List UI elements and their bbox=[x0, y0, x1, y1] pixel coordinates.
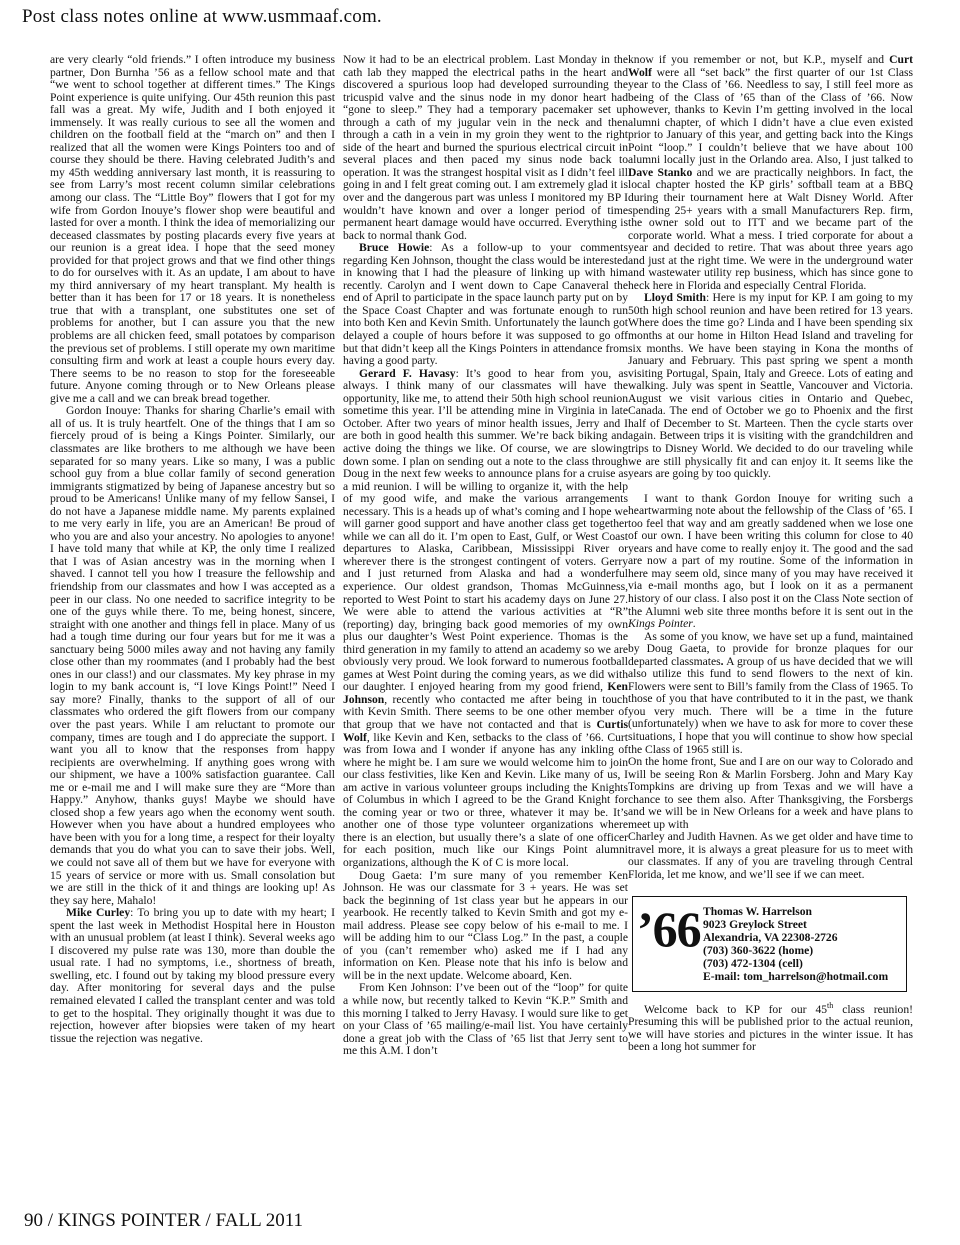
paragraph: As some of you know, we have set up a fund, maintained by Doug Gaeta, to provide for bronze plaques for our departed classmates. A group of us have decided that we will also utilize this fund to send flowers to the next of kin. Flowers were sent to Bill’s family from the Class of 1965. To those of you that have contributed to it in the past, we thank you very much. There will be a time in the future (unfortunately) when we have to ask for more to cover these situations, I hope that you will continue to show how special the Class of 1965 still is. bbox=[628, 629, 913, 756]
page-footer: 90 / KINGS POINTER / FALL 2011 bbox=[24, 1210, 304, 1231]
paragraph: Lloyd Smith: Here is my input for KP. I am going to my 50th high school reunion and have been retired for 13 years. Where does the time go? Linda and I have been spending six months at our home in Hilton Head Island and traveling for six months. We have been staying in Kona the months of January and February. This past spring we spent a month visiting Portugal, Spain, Italy and Greece. Lots of eating and walking. July was spent in Seattle, Vancouver and Victoria. August we visit various cities in Ontario and Quebec, Canada. The end of October we go to Phoenix and the first half of December to St. Marteen. Then the cycle starts over again. Between trips it is visiting with the grandchildren and trips to Disney World. We decided to do our traveling while we are still physically fit and can enjoy it. It seems like the years are going by too quickly. bbox=[628, 291, 913, 481]
paragraph: Doug Gaeta: I’m sure many of you remember Ken Johnson. He was our classmate for 3 + years. He was set back the beginning of 1st class year but he appears in our yearbook. He recently talked to Kevin Smith and got my e-mail address. Please see copy below of his e-mail to me. I will be adding him to our “Class Log.” In the past, a couple of you (can’t remember who) asked me if I had any information on Ken. Please note that his info is below and will be in the next update. Welcome aboard, Ken. bbox=[343, 868, 628, 982]
paragraph: Now it had to be an electrical problem. Last Monday in the cath lab they mapped the electrical paths in the heart and discovered a spurious loop had developed surrounding the tricuspid valve and the sinus node in my donor heart had “gone to sleep.” They had a temporary pacemaker set up through a cath of my jugular vein in the neck and then through a cath in a vein in my groin they went to the right side of the heart and burned the spurious electrical circuit in several places and then paced my sinus node back to operation. It was the strangest hospital visit as I didn’t feel ill going in and I felt great coming out. I am extremely glad it is over and the dangerous part was unless I monitored my BP I wouldn’t have known and over a longer period of time permanent heart damage would have occurred. Everything is back to normal thank God. bbox=[343, 54, 628, 242]
name-bold: Ken Johnson bbox=[343, 680, 628, 706]
paragraph: Welcome back to KP for our 45th class reunion! Presuming this will be published prior to the actual reunion, we will have stories and pictures in the winter issue. It has been a long hot summer for bbox=[628, 1000, 913, 1054]
contact-phone-cell: (703) 472-1304 (cell) bbox=[703, 956, 803, 970]
name-bold: Gerard F. Havasy bbox=[359, 366, 456, 380]
name-bold: Mike Curley bbox=[66, 906, 131, 920]
contact-street: 9023 Greylock Street bbox=[703, 917, 807, 931]
class-year: ’66 bbox=[637, 900, 701, 957]
name-bold: Dave Stanko bbox=[628, 165, 693, 179]
name-bold: Bruce Howie bbox=[359, 241, 430, 255]
contact-name: Thomas W. Harrelson bbox=[703, 904, 812, 918]
contact-box bbox=[632, 896, 907, 992]
name-bold: Curt Wolf bbox=[628, 54, 913, 79]
contact-city: Alexandria, VA 22308-2726 bbox=[703, 930, 838, 944]
publication-italic: Kings Pointer bbox=[628, 617, 693, 631]
contact-info bbox=[703, 903, 888, 983]
column-3 bbox=[628, 54, 913, 1224]
column-2 bbox=[343, 54, 628, 1224]
paragraph: Gordon Inouye: Thanks for sharing Charlie’s email with all of us. It is truly heartfelt. One of the things that I am so fiercely proud of is being a Kings Pointer. Similarly, our classmates are like brothers to me although we have been separated for so many years. Like so many, I was a public school guy from a blue collar family of second generation immigrants stigmatized by being of Japanese ancestry but so proud to be Americans! Unlike many of my fellow Sansei, I do not have a Japanese middle name. My parents explained to me very early in life, you are an American! Be proud of who you are and also your ancestry. No apologies to anyone! I have told many that while at KP, the only time I realized that I was of Asian ancestry was in the morning when I shaved. I cannot tell you how I treasure the fellowship and friendship from our classmates and how I was accepted as a peer in our class. No one needed to sacrifice integrity to be one of the guys while there. To me, being honest, sincere, straight with one another and things fell in place. Many of us had a tough time during our four years but for me it was a sanctuary being 5000 miles away and not having any family close other than my roommates (and I probably had the best ones in our class!) and our classmates. My key phrase in my login to my bank account is, “I love Kings Point!” Need I say more? Finally, thanks to the support of all of our classmates who ordered the gift flowers from our company over the past years. While I am reluctant to promote our company, times are tough and I do appreciate the support. I want you all to know that the responses from happy recipients are overwhelming. If anything goes wrong with our shipment, we have a 100% satisfaction guarantee. Call me or e-mail me and I will make sure they are “More than Happy.” Anyhow, thanks guys! Maybe we should have closed shop a few years ago when the economy went south. However when you have about a hundred employees who have been with you for a long time, a respect for their loyalty demands that you do what you can to save their jobs. Well, we could not save all of them but we have for everyone with 15 years of service or more with us. Small consolation but we are still in the thick of it and things are looking up! As they say here, Mahalo! bbox=[50, 404, 335, 907]
contact-email: E-mail: tom_harrelson@hotmail.com bbox=[703, 969, 889, 983]
paragraph: know if you remember or not, but K.P., myself and Curt Wolf were all “set back” the first quarter of our 1st Class year to the Class of ’66. Needless to say, I still feel more as being of the Class of ’65 than of the Class of ’66. Now however, thanks to Kevin I’m getting involved in the local alumni chapter, of which I didn’t have a clue even existed prior to January of this year, and getting back into the Kings Point “loop.” I couldn’t believe that we have about 100 alumni locally just in the Orlando area. Also, I just talked to Dave Stanko and we are practically neighbors. In fact, the local chapter hosted the KP girls’ softball team at a BBQ during their tournament here at Walt Disney World. After spending 25+ years with a small Manufacturers Rep. firm, the owner sold out to ITT and we became part of the corporate world. What a mess. I tried corporate for about a year and decided to retire. That was about three years ago and just at the right time. We were in the underground water and wastewater utility rep business, which has since gone to heck here in Florida and especially Central Florida. bbox=[628, 54, 913, 292]
paragraph: Mike Curley: To bring you up to date with my heart; I spent the last week in Methodist Hospital here in Houston with an unusual problem (at least I think). Several weeks ago I discovered my pulse rate was 130, more than double the usual rate. I had no symptoms, i.e., shortness of breath, swelling, etc. I found out by taking my blood pressure every day. After monitoring for several days and the pulse remained elevated I called the transplant center and was told to get to the hospital. They originally thought it was due to rejection, however after biopsies were taken of my heart tissue the rejection was negative. bbox=[50, 906, 335, 1045]
name-bold: Lloyd Smith bbox=[644, 291, 706, 305]
paragraph: Charley and Judith Havnen. As we get older and have time to travel more, it is always a great pleasure for us to meet with our classmates. If any of you are traveling through Central Florida, let me know, and we’ll see if we can meet. bbox=[628, 830, 913, 881]
column-1 bbox=[50, 54, 335, 1224]
paragraph: Gerard F. Havasy: It’s good to hear from you, as always. I think many of our classmates will have the opportunity, like me, to attend their 50th high school reunion sometime this year. I’ll be attending mine in Virginia in late October. After two years of minor health issues, Jerry and I are both in good health this summer. We’re back biking and active doing the things we like. Of course, we are slowing down some. I plan on sending out a note to the class through Doug in the next few weeks to announce plans for a cruise as a mid reunion. I will be willing to organize it, with the help of my good wife, and make the various arrangements necessary. This is a heads up of what’s coming and I hope we will garner good support and have another class get together while we can all do it. I’m open to East, Gulf, or West Coast departures to Alaska, Caribbean, Mississippi River or wherever there is the strongest contingent of voters. Gerry and I just returned from Alaska and had a wonderful experience. Our oldest grandson, Thomas McGuinness, reported to West Point to start his academy days on June 27. We were able to attend the various activities at “R” (reporting) day, bringing back good memories of my own plus our daughter’s West Point experience. Thomas is the third generation in my family to attend an academy so we are obviously very proud. We look forward to numerous football games at West Point during the coming years, as we did with our daughter. I enjoyed hearing from my good friend, Ken Johnson, recently who contacted me after being in touch with Kevin Smith. There seems to be one other member of that group that we have not contacted and that is Curtis Wolf, like Kevin and Ken, setbacks to the class of ’66. Curt was from Iowa and I wonder if anyone has any inkling of where he might be. I am sure we would welcome him to join our class festivities, like Ken and Kevin. Like many of us, I am active in various volunteer groups including the Knights of Columbus in which I agreed to be the Grand Knight for the coming year or two or three, whatever it may be. It’s another one of those type volunteer organizations where there is an election, but usually there’s a slate of one officer for each position, much like our Kings Point alumni organizations, although the K of C is more local. bbox=[343, 366, 628, 869]
contact-phone-home: (703) 360-3622 (home) bbox=[703, 943, 814, 957]
paragraph: are very clearly “old friends.” I often introduce my business partner, Don Burnha ’56 as a fellow school mate and that “we went to school together at different times.” The Kings Point experience is quite unifying. Our 45th reunion this past fall was a great. My wife, Judith and I both enjoyed it immensely. It was really curious to see all the women and children on the football field at the “march on” and then I realized that all the women were Kings Pointers too and of course they should be there. Having celebrated Judith’s and my 45th wedding anniversary last month, it is reassuring to see from Larry’s most recent column similar celebrations among our class. The “Little Boy” flowers that I got for my wife from Gordon Inouye’s flower shop were beautiful and lasted for over a month. I think the idea of memorializing our deceased classmates by posting placards every five years at our reunion is a great idea. I hope that the seed money provided for that project grows and that we find other things to do for ourselves with it. As an update, I am about to have my third anniversary of my heart transplant. My health is better than it has been for 17 or 18 years. It is nonetheless true that with a transplant, one substitutes one set of problems for another, but I can assure you that the new problems are all chicken feed, small potatoes by comparison the previous set of problems. I still operate my own maritime consulting firm and work at least a couple hours every day. There seems to be no reason to stop for the foreseeable future. Anyone coming through or to New Orleans please give me a call and we can break bread together. bbox=[50, 54, 335, 405]
name-bold: Curtis Wolf bbox=[343, 717, 628, 744]
paragraph: Bruce Howie: As a follow-up to your comments regarding Ken Johnson, thought the class would be interested in knowing that I had the pleasure of linking up with him recently. Carolyn and I went down to Cape Canaveral the end of April to participate in the space launch party put on by the Space Coast Chapter and was fortunate enough to run into both Ken and Kevin Smith. Unfortunately the launch got delayed a couple of hours before it was supposed to go off but that didn’t keep all the Kings Pointers in attendance from having a good party. bbox=[343, 241, 628, 368]
paragraph: I want to thank Gordon Inouye for writing such a heartwarming note about the fellowship of the Class of ’65. I too feel that way and am greatly saddened when we lose one of our own. I have been writing this column for close to 40 years and have come to really enjoy it. The good and the sad are now a part of my routine. Some of the information in here may seem old, since many of you may have received it via e-mail months ago, but I look on it as a permanent history of our class. I also post it on the Class Note section of the Alumni web site three months before it is sent out in the Kings Pointer. bbox=[628, 491, 913, 631]
paragraph: On the home front, Sue and I are on our way to Colorado and will be seeing Ron & Marlin Forsberg. John and Mary Kay Tompkins are driving up from Texas and we will have a chance to see them also. After Thanksgiving, the Forsbergs and we will be in New Orleans for a week and have plans to meet up with bbox=[628, 755, 913, 831]
paragraph: From Ken Johnson: I’ve been out of the “loop” for quite a while now, but recently talked to Kevin “K.P.” Smith and this morning I talked to Jerry Havasy. I would sure like to get on your Class of ’65 mailing/e-mail list. You have certainly done a great job with the Class of ’65 list that Jerry sent to me this A.M. I don’t bbox=[343, 981, 628, 1058]
page-header: Post class notes online at www.usmmaaf.com. bbox=[22, 6, 382, 27]
